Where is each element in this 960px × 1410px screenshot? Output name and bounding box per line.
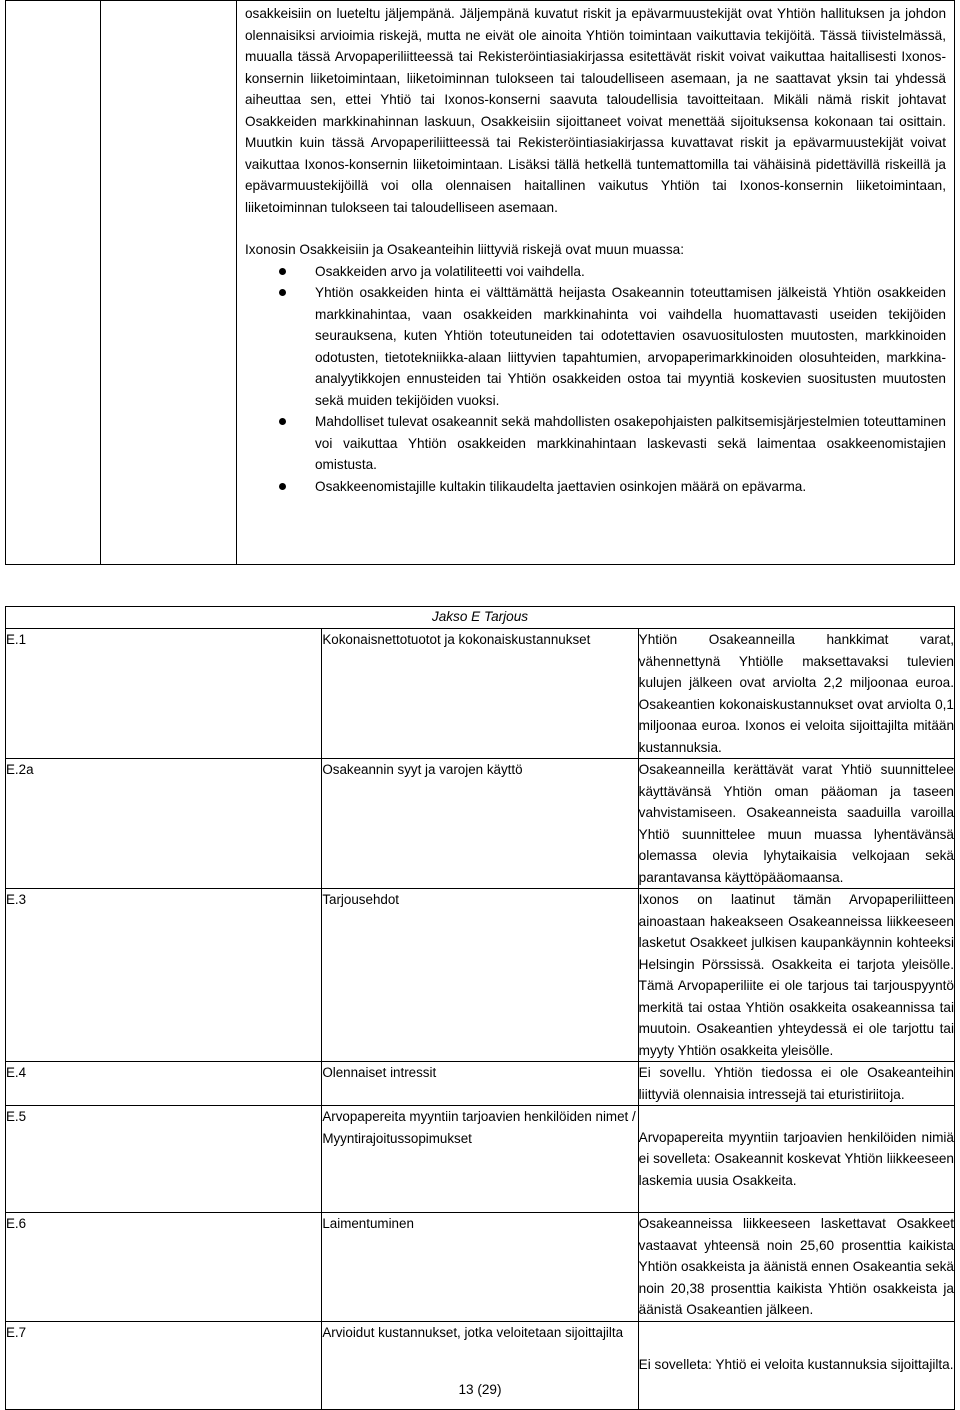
- row-text: Ixonos on laatinut tämän Arvopaperiliitteen ainoastaan hakeakseen Osakeanneissa liikkeeseen lasketut Osakkeet julkisen kaupankäynnin kohteeksi Helsingin Pörssissä. Osakkeita ei tarjota yleisölle. Tämä Arvopaperiliite ei ole tarjous tai tarjouspyyntö merkitä tai ostaa Yhtiön osakkeita osakeannissa tai muutoin. Osakeantien yhteydessä ei ole tarjottu tai myyty Yhtiön osakkeita yleisölle.: [638, 889, 954, 1062]
- row-label: Olennaiset intressit: [322, 1062, 638, 1106]
- row-text: Arvopapereita myyntiin tarjoavien henkilöiden nimiä ei sovelleta: Osakeannit koskevat Yhtiön liikkeeseen laskemia uusia Osakkeita.: [638, 1106, 954, 1213]
- row-code: E.5: [6, 1106, 322, 1213]
- row-code: E.2a: [6, 759, 322, 889]
- row-code: E.7: [6, 1321, 322, 1409]
- section-title: Jakso E Tarjous: [6, 607, 955, 629]
- row-text: Ei sovellu. Yhtiön tiedossa ei ole Osakeanteihin liittyviä olennaisia intressejä tai eturistiriitoja.: [638, 1062, 954, 1106]
- row-code: E.6: [6, 1213, 322, 1322]
- risk-section-table: [5, 0, 955, 565]
- risk-text-cell: [237, 1, 955, 565]
- risk-label-cell: [101, 1, 237, 565]
- row-label: Laimentuminen: [322, 1213, 638, 1322]
- risk-bullet: Yhtiön osakkeiden hinta ei välttämättä heijasta Osakeannin toteuttamisen jälkeistä Yhtiön osakkeiden markkinahintaa, vaan osakkeiden markkinahinta voi vaihdella huomattavasti useiden tekijöiden seurauksena, kuten Yhtiön toteutuneiden tai odotettavien osavuositulosten muutosten, markkinoiden odotusten, tietotekniikka-alaan liittyvien tapahtumien, arvopaperimarkkinoiden olosuhteiden, markkina-analyytikkojen ennusteiden tai Yhtiön osakkeiden ostoa tai myyntiä koskevien suositusten muutosten sekä muiden tekijöiden vuoksi.: [245, 282, 946, 411]
- section-e-table: [5, 606, 955, 1410]
- row-text: Yhtiön Osakeanneilla hankkimat varat, vähennettynä Yhtiölle maksettavaksi tulevien kulujen jälkeen ovat arviolta 2,2 miljoonaa euroa. Osakeantien kokonaiskustannukset ovat arviolta 0,1 miljoonaa euroa. Ixonos ei veloita sijoittajilta mitään kustannuksia.: [638, 629, 954, 759]
- row-label: Arvioidut kustannukset, jotka veloitetaan sijoittajilta: [322, 1321, 638, 1409]
- row-text: Osakeanneilla kerättävät varat Yhtiö suunnittelee käyttävänsä Yhtiön oman pääoman ja taseen vahvistamiseen. Osakeanneista saaduilla varoilla Yhtiö suunnittelee muun muassa lyhentävänsä olemassa olevia lyhytaikaisia velkojaan sekä parantavansa käyttöpääomaansa.: [638, 759, 954, 889]
- page-number: 13 (29): [458, 1382, 502, 1397]
- row-label: Tarjousehdot: [322, 889, 638, 1062]
- risk-intro: Ixonosin Osakkeisiin ja Osakeanteihin liittyviä riskejä ovat muun muassa:: [245, 242, 684, 257]
- row-label: Arvopapereita myyntiin tarjoavien henkilöiden nimet / Myyntirajoitussopimukset: [322, 1106, 638, 1213]
- row-label: Osakeannin syyt ja varojen käyttö: [322, 759, 638, 889]
- row-code: E.1: [6, 629, 322, 759]
- row-label: Kokonaisnettotuotot ja kokonaiskustannukset: [322, 629, 638, 759]
- risk-bullet: Osakkeiden arvo ja volatiliteetti voi vaihdella.: [245, 261, 946, 283]
- risk-paragraph: osakkeisiin on lueteltu jäljempänä. Jäljempänä kuvatut riskit ja epävarmuustekijät ovat Yhtiön hallituksen ja johdon olennaisiksi arvioimia riskejä, mutta ne eivät ole ainoita Yhtiön toimintaan vaikuttavia tekijöitä. Tässä tiivistelmässä, muualla tässä Arvopaperiliitteessä tai Rekisteröintiasiakirjassa esitettävät riskit voivat vaikuttaa haitallisesti Ixonos-konsernin liiketoimintaan, liiketoiminnan tulokseen tai taloudelliseen asemaan, ja ne saattavat yksin tai yhdessä aiheuttaa sen, ettei Yhtiö tai Ixonos-konserni saavuta taloudellisia tavoitteitaan. Mikäli nämä riskit johtavat Osakkeiden markkinahinnan laskuun, Osakkeisiin sijoittaneet voivat menettää sijoituksensa kokonaan tai osittain. Muutkin kuin tässä Arvopaperiliitteessä tai Rekisteröintiasiakirjassa kuvattavat riskit ja epävarmuustekijät voivat vaikuttaa Ixonos-konsernin liiketoimintaan. Lisäksi tällä hetkellä tuntemattomilla tai vähäisinä pidettävillä riskeillä ja epävarmuustekijöillä voi olla olennaisen haitallinen vaikutus Yhtiön tai Ixonos-konsernin liiketoimintaan, liiketoiminnan tulokseen tai taloudelliseen asemaan.: [245, 6, 946, 215]
- risk-bullet-list: [245, 261, 946, 498]
- risk-bullet: Osakkeenomistajille kultakin tilikaudelta jaettavien osinkojen määrä on epävarma.: [245, 476, 946, 498]
- row-code: E.3: [6, 889, 322, 1062]
- row-code: E.4: [6, 1062, 322, 1106]
- row-text: Osakeanneissa liikkeeseen laskettavat Osakkeet vastaavat yhteensä noin 25,60 prosenttia kaikista Yhtiön osakkeista ja äänistä ennen Osakeantia sekä noin 20,38 prosenttia kaikista Yhtiön osakkeista ja äänistä Osakeantien jälkeen.: [638, 1213, 954, 1322]
- row-text: Ei sovelleta: Yhtiö ei veloita kustannuksia sijoittajilta.: [638, 1321, 954, 1409]
- risk-bullet: Mahdolliset tulevat osakeannit sekä mahdollisten osakepohjaisten palkitsemisjärjestelmien toteuttaminen voi vaikuttaa Yhtiön osakkeiden markkinahintaan laskevasti sekä laimentaa osakkeenomistajien omistusta.: [245, 411, 946, 476]
- risk-code-cell: [6, 1, 101, 565]
